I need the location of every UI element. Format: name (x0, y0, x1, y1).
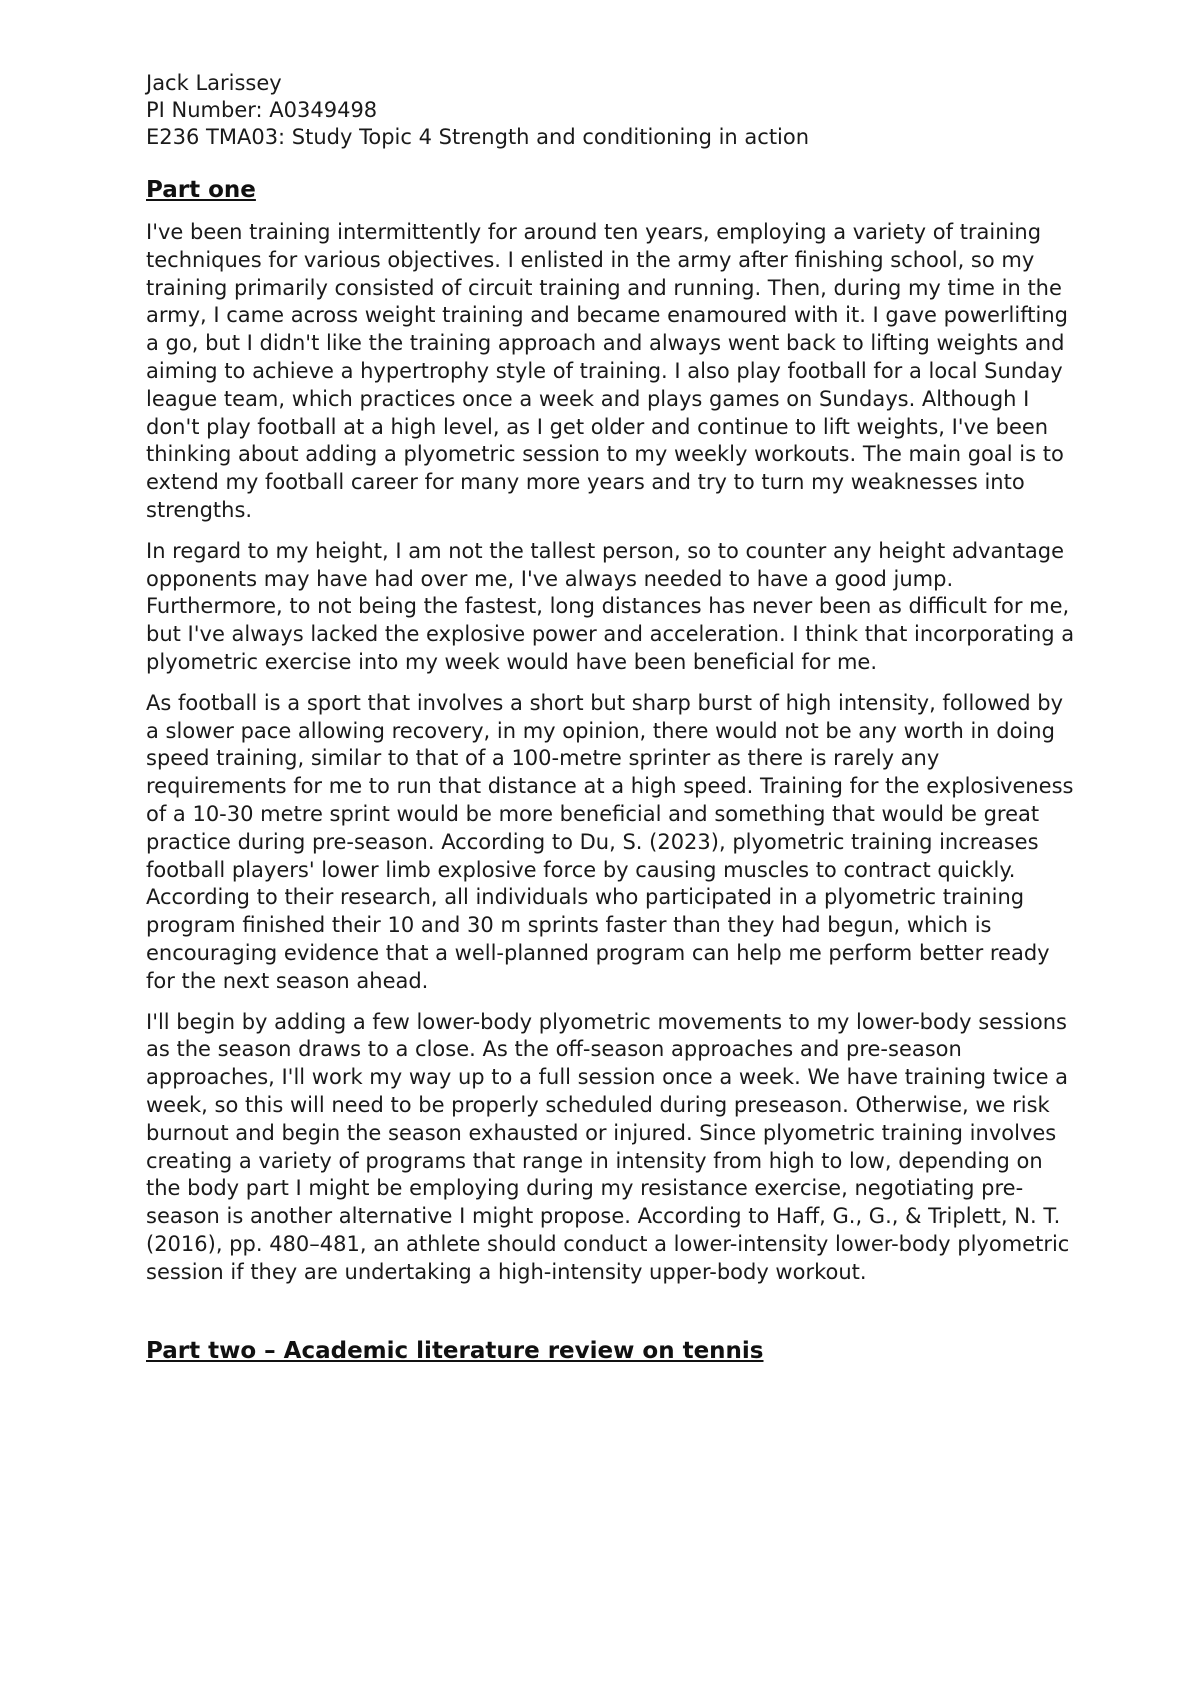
author-name: Jack Larissey (146, 71, 282, 95)
assignment-title: E236 TMA03: Study Topic 4 Strength and conditioning in action (146, 125, 810, 149)
part-one-heading: Part one (146, 177, 256, 203)
part-two-heading: Part two – Academic literature review on tennis (146, 1338, 764, 1365)
paragraph: I've been training intermittently for around ten years, employing a variety of training techniques for various objectives. I enlisted in the army after finishing school, so my training primarily consisted of circuit training and running. Then, during my time in the army, I came across weight training and became enamoured with it. I gave powerlifting a go, but I didn't like the training approach and always went back to lifting weights and aiming to achieve a hypertrophy style of training. I also play football for a local Sunday league team, which practices once a week and plays games on Sundays. Although I don't play football at a high level, as I get older and continue to lift weights, I've been thinking about adding a plyometric session to my weekly workouts. The main goal is to extend my football career for many more years and try to turn my weaknesses into strengths. (146, 220, 1068, 522)
pi-number: PI Number: A0349498 (146, 98, 378, 122)
paragraph: As football is a sport that involves a short but sharp burst of high intensity, followed by a slower pace allowing recovery, in my opinion, there would not be any worth in doing speed training, similar to that of a 100-metre sprinter as there is rarely any requirements for me to run that distance at a high speed. Training for the explosiveness of a 10-30 metre sprint would be more beneficial and something that would be great practice during pre-season. According to Du, S. (2023), plyometric training increases football players' lower limb explosive force by causing muscles to contract quickly. According to their research, all individuals who participated in a plyometric training program finished their 10 and 30 m sprints faster than they had begun, which is encouraging evidence that a well-planned program can help me perform better ready for the next season ahead. (146, 690, 1074, 993)
paragraph: In regard to my height, I am not the tallest person, so to counter any height advantage opponents may have had over me, I've always needed to have a good jump. Furthermore, to not being the fastest, long distances has never been as difficult for me, but I've always lacked the explosive power and acceleration. I think that incorporating a plyometric exercise into my week would have been beneficial for me. (146, 538, 1075, 674)
paragraph: I'll begin by adding a few lower-body plyometric movements to my lower-body sessions as the season draws to a close. As the off-season approaches and pre-season approaches, I'll work my way up to a full session once a week. We have training twice a week, so this will need to be properly scheduled during preseason. Otherwise, we risk burnout and begin the season exhausted or injured. Since plyometric training involves creating a variety of programs that range in intensity from high to low, depending on the body part I might be employing during my resistance exercise, negotiating pre-season is another alternative I might propose. According to Haff, G., G., & Triplett, N. T. (2016), pp. 480–481, an athlete should conduct a lower-intensity lower-body plyometric session if they are undertaking a high-intensity upper-body workout. (146, 1009, 1070, 1284)
document-page (146, 70, 1076, 1366)
